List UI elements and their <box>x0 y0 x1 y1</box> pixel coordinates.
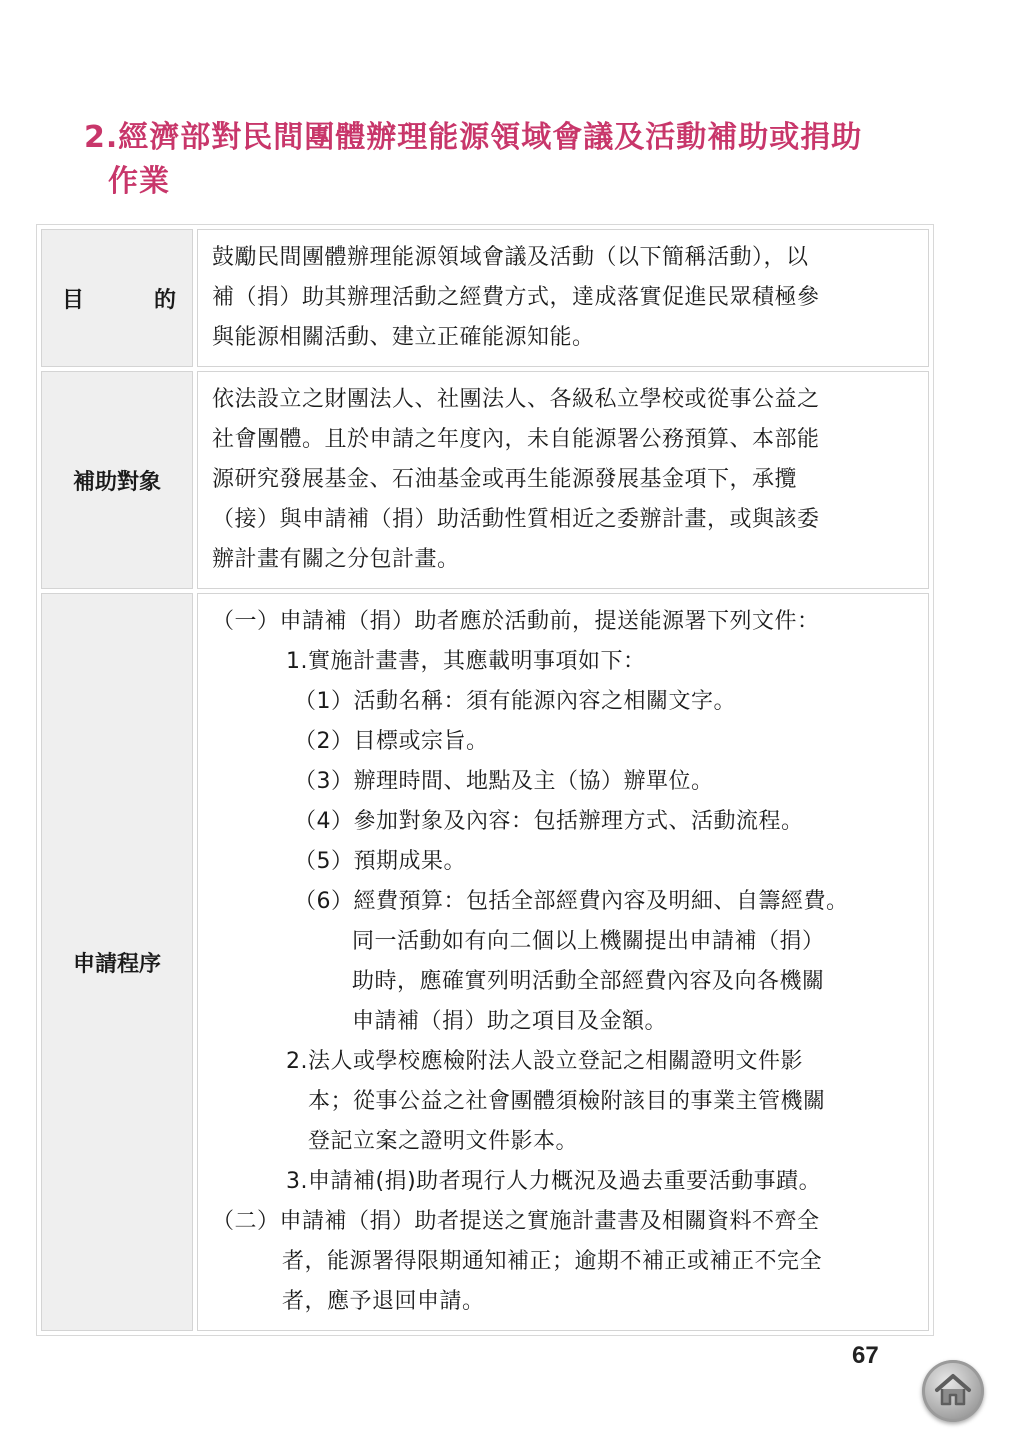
list-item: （2）目標或宗旨。 <box>294 729 489 754</box>
page-title <box>84 116 944 204</box>
text-line: 社會團體。且於申請之年度內，未自能源署公務預算、本部能 <box>212 427 820 452</box>
page-number: 67 <box>852 1342 879 1369</box>
list-item: （1）活動名稱：須有能源內容之相關文字。 <box>294 689 736 714</box>
list-item: （4）參加對象及內容：包括辦理方式、活動流程。 <box>294 809 804 834</box>
list-item: 本；從事公益之社會團體須檢附該目的事業主管機關 <box>308 1089 826 1114</box>
text-line: 補（捐）助其辦理活動之經費方式，達成落實促進民眾積極參 <box>212 285 820 310</box>
row-content-eligibility <box>197 371 929 589</box>
list-item: 申請補（捐）助之項目及金額。 <box>352 1009 668 1034</box>
title-line-2: 作業 <box>108 164 170 199</box>
list-item: （6）經費預算：包括全部經費內容及明細、自籌經費。 <box>294 889 849 914</box>
title-line-1: 2.經濟部對民間團體辦理能源領域會議及活動補助或捐助 <box>84 120 863 155</box>
table-row-eligibility <box>41 371 929 589</box>
row-label-eligibility: 補助對象 <box>41 371 193 589</box>
text-line: 與能源相關活動、建立正確能源知能。 <box>212 325 595 350</box>
row-content-purpose <box>197 229 929 367</box>
text-line: 鼓勵民間團體辦理能源領域會議及活動（以下簡稱活動），以 <box>212 245 809 270</box>
list-item: （5）預期成果。 <box>294 849 466 874</box>
list-item: （二）申請補（捐）助者提送之實施計畫書及相關資料不齊全 <box>212 1209 820 1234</box>
list-item: 者，應予退回申請。 <box>282 1289 485 1314</box>
table-row-purpose <box>41 229 929 367</box>
text-line: 辦計畫有關之分包計畫。 <box>212 547 460 572</box>
list-item: 同一活動如有向二個以上機關提出申請補（捐） <box>352 929 825 954</box>
text-line: 依法設立之財團法人、社團法人、各級私立學校或從事公益之 <box>212 387 820 412</box>
row-label-procedure: 申請程序 <box>41 593 193 1331</box>
row-content-procedure <box>197 593 929 1331</box>
info-table <box>36 224 934 1336</box>
home-icon <box>933 1370 973 1410</box>
list-item: 3.申請補(捐)助者現行人力概況及過去重要活動事蹟。 <box>286 1169 822 1194</box>
text-line: （接）與申請補（捐）助活動性質相近之委辦計畫，或與該委 <box>212 507 820 532</box>
list-item: 2.法人或學校應檢附法人設立登記之相關證明文件影 <box>286 1049 803 1074</box>
list-item: 者，能源署得限期通知補正；逾期不補正或補正不完全 <box>282 1249 823 1274</box>
text-line: 源研究發展基金、石油基金或再生能源發展基金項下，承攬 <box>212 467 798 492</box>
label-purpose-char2: 的 <box>153 287 176 313</box>
list-item: 1.實施計畫書，其應載明事項如下： <box>286 649 646 674</box>
list-item: （一）申請補（捐）助者應於活動前，提送能源署下列文件： <box>212 609 820 634</box>
list-item: （3）辦理時間、地點及主（協）辦單位。 <box>294 769 714 794</box>
table-row-procedure <box>41 593 929 1331</box>
home-button[interactable] <box>922 1360 984 1422</box>
row-label-purpose <box>41 229 193 367</box>
list-item: 登記立案之證明文件影本。 <box>308 1129 579 1154</box>
label-purpose-char1: 目 <box>62 287 85 313</box>
list-item: 助時，應確實列明活動全部經費內容及向各機關 <box>352 969 825 994</box>
